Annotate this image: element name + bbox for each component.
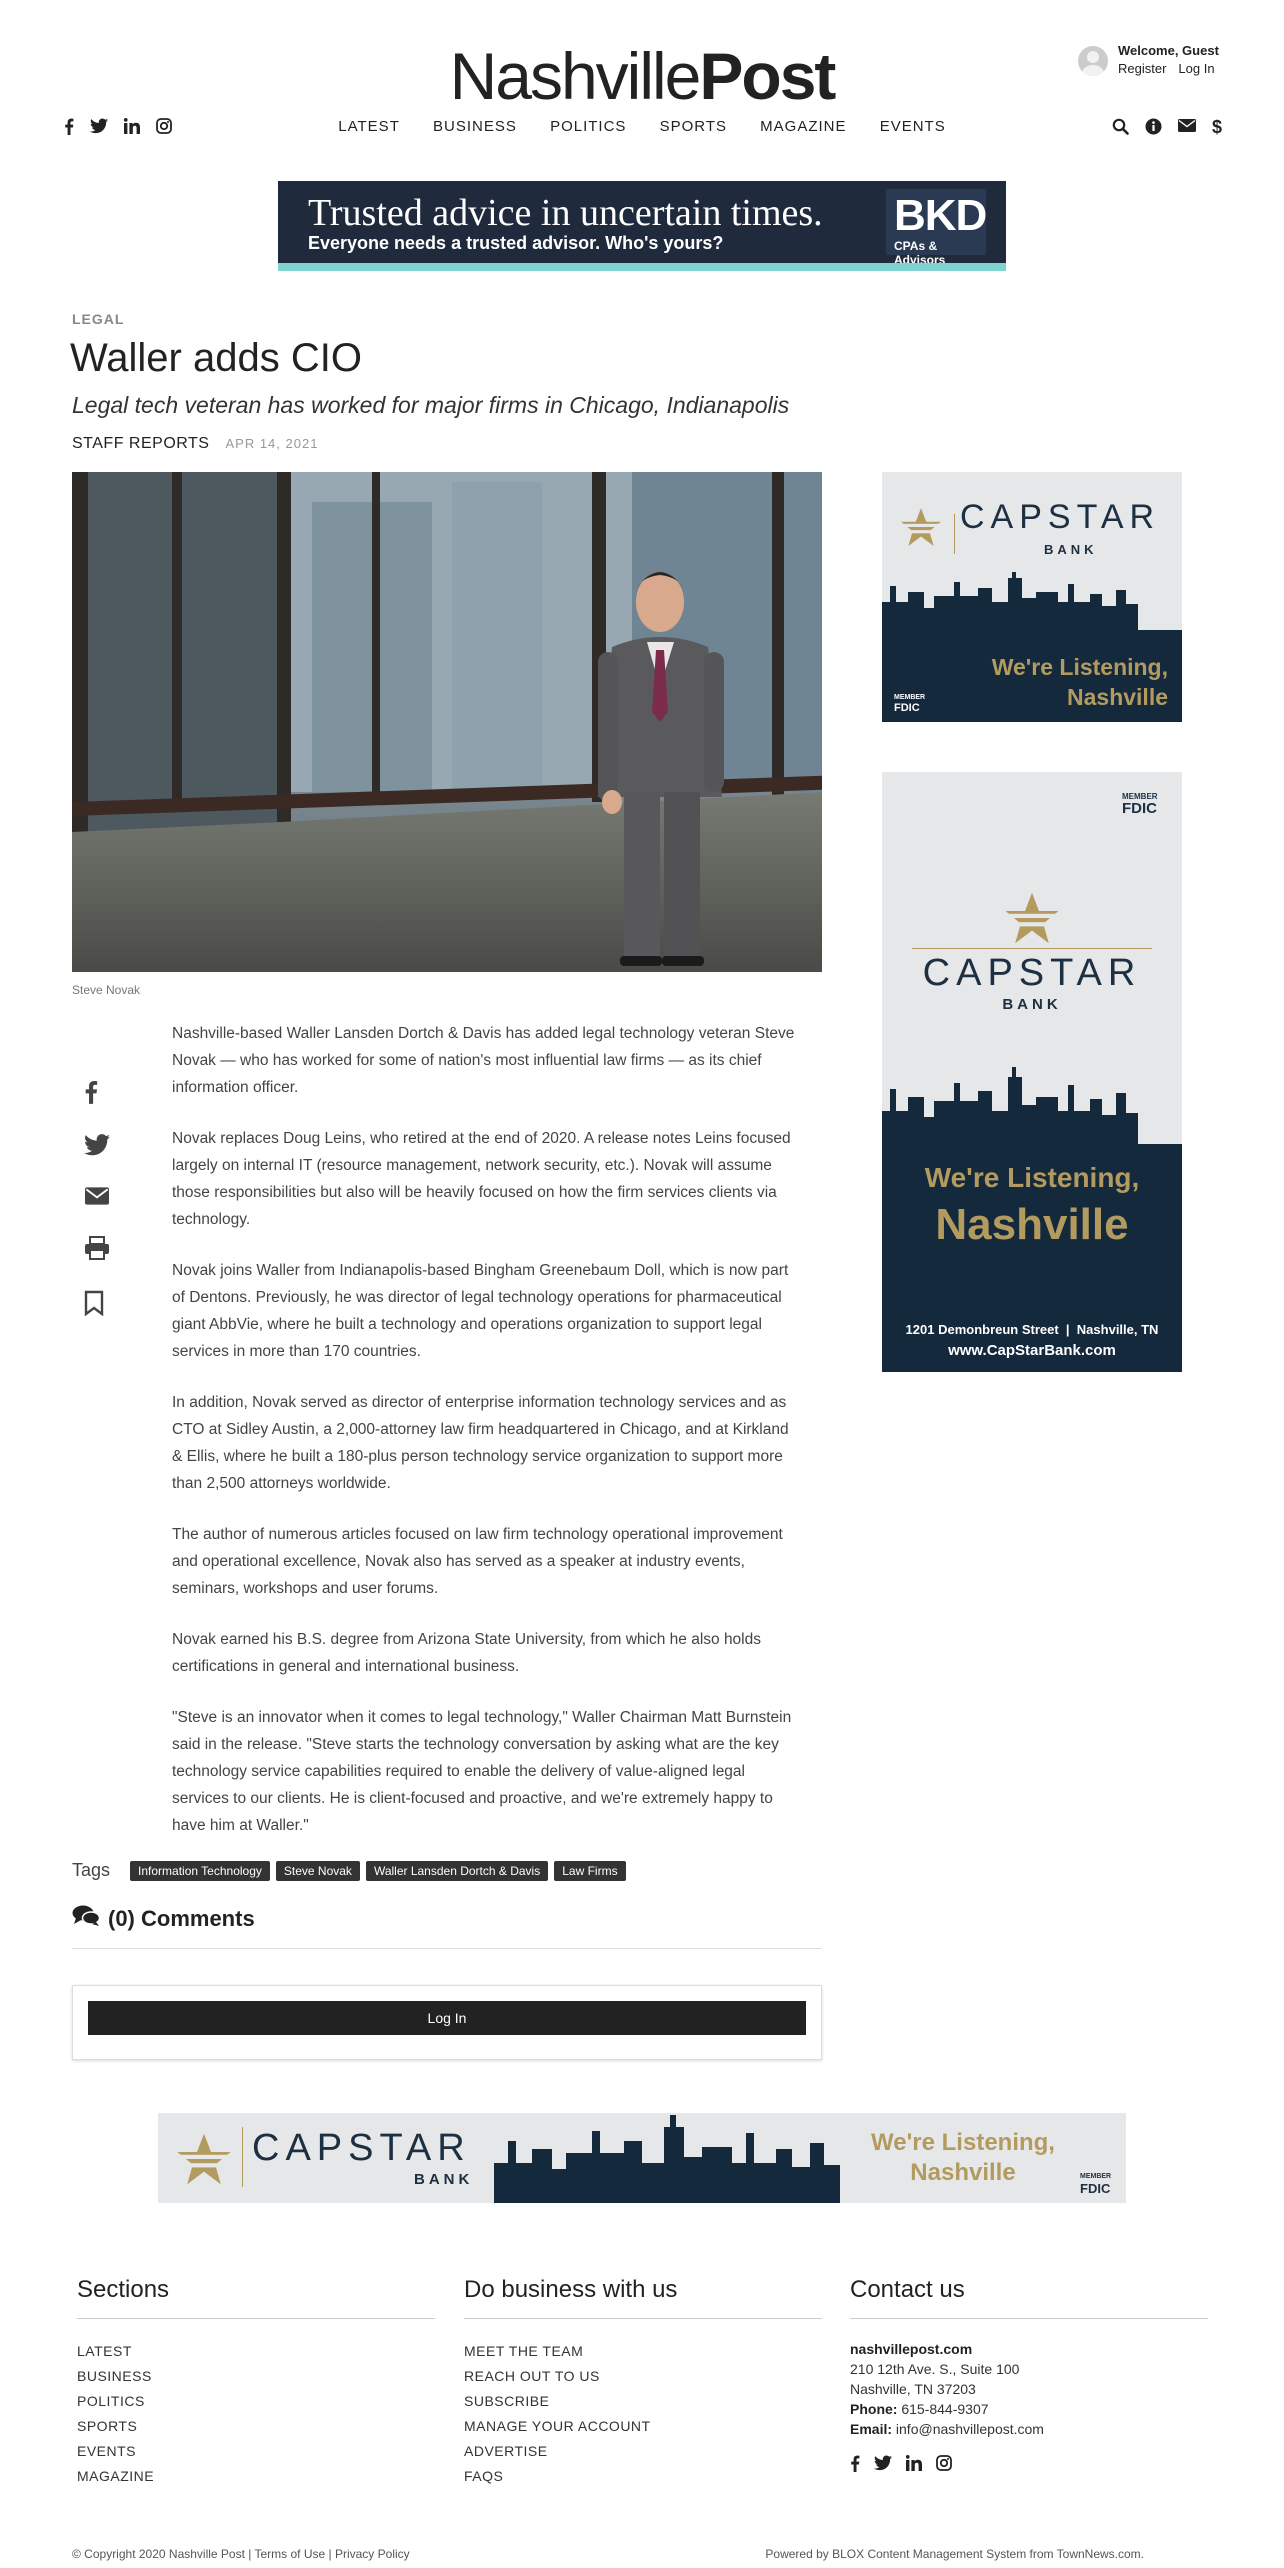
capstar-ad-small[interactable] (882, 472, 1182, 722)
footer-contact-title: Contact us (850, 2276, 965, 2303)
footer-link[interactable]: MEET THE TEAM (464, 2343, 584, 2359)
skyline-graphic (882, 1067, 1182, 1147)
photo-caption: Steve Novak (72, 983, 141, 997)
paragraph: In addition, Novak served as director of enterprise information technology services and as CTO at Sidley Austin, a 2,000-attorney law firm headquartered in Chicago, and at Kirkland & Ellis, where he built a 180-plus person technology service organization to support more than 2,500 attorneys worldwide. (172, 1394, 789, 1492)
footer-link[interactable]: SUBSCRIBE (464, 2393, 550, 2409)
comments-login-box (72, 1985, 822, 2060)
tag[interactable]: Information Technology (130, 1861, 270, 1881)
contact-site[interactable]: nashvillepost.com (850, 2341, 973, 2357)
paragraph: Novak earned his B.S. degree from Arizona State University, from which he also holds certifications in general and international business. (172, 1631, 761, 1675)
bookmark-icon[interactable] (84, 1290, 110, 1316)
nav-magazine[interactable]: MAGAZINE (760, 118, 847, 135)
footer-sections (77, 2276, 435, 2489)
footer-link[interactable]: ADVERTISE (464, 2443, 548, 2459)
fdic-text: FDIC (1080, 2181, 1111, 2196)
paragraph: Novak replaces Doug Leins, who retired at the end of 2020. A release notes Leins focused largely on internal IT (resource management, network security, etc.). Novak will assume those responsibilities but also will be heavily focused on how the firm services clients via technology. (172, 1130, 791, 1228)
share-twitter-icon[interactable] (84, 1134, 110, 1156)
tag[interactable]: Steve Novak (276, 1861, 360, 1881)
mail-icon[interactable] (1178, 118, 1196, 136)
share-email-icon[interactable] (84, 1186, 110, 1206)
divider (850, 2318, 1208, 2319)
byline (72, 435, 318, 453)
bkd-logo (886, 189, 987, 267)
comments-icon (72, 1905, 100, 1933)
footer-business (464, 2276, 822, 2489)
skyline-graphic (494, 2113, 894, 2203)
footer-link[interactable]: REACH OUT TO US (464, 2368, 600, 2384)
footer-link[interactable]: LATEST (77, 2343, 132, 2359)
capstar-line2: Nashville (935, 1200, 1129, 1249)
comments-count: (0) Comments (108, 1906, 255, 1931)
nav-latest[interactable]: LATEST (338, 118, 400, 135)
footer-contact (850, 2276, 1208, 2477)
bkd-ad-headline: Trusted advice in uncertain times. (308, 192, 823, 234)
footer-sections-title: Sections (77, 2276, 170, 2303)
article-title: Waller adds CIO (70, 336, 362, 380)
divider (72, 1948, 822, 1949)
member-text: MEMBER (1122, 792, 1158, 801)
footer-link[interactable]: EVENTS (77, 2443, 137, 2459)
copyright[interactable]: © Copyright 2020 Nashville Post | Terms of Use | Privacy Policy (72, 2547, 410, 2561)
divider (464, 2318, 822, 2319)
dollar-icon[interactable] (1212, 118, 1224, 136)
footer-link[interactable]: BUSINESS (77, 2368, 152, 2384)
capstar-star-icon (176, 2131, 232, 2187)
info-icon[interactable] (1145, 118, 1162, 136)
divider (77, 2318, 435, 2319)
nav-events[interactable]: EVENTS (879, 118, 946, 135)
capstar-ad-leaderboard[interactable] (158, 2113, 1126, 2203)
nav-bar (0, 116, 1284, 142)
capstar-line1: We're Listening, (871, 2129, 1055, 2156)
tag[interactable]: Waller Lansden Dortch & Davis (366, 1861, 548, 1881)
contact-email[interactable]: info@nashvillepost.com (895, 2421, 1044, 2437)
tag[interactable]: Law Firms (554, 1861, 625, 1881)
footer-link[interactable]: SPORTS (77, 2418, 138, 2434)
article-subtitle: Legal tech veteran has worked for major firms in Chicago, Indianapolis (72, 392, 790, 418)
search-icon[interactable] (1112, 118, 1129, 136)
email-label: Email: (850, 2421, 893, 2437)
contact-address-2: Nashville, TN 37203 (850, 2381, 976, 2397)
bkd-logo-text: BKD (894, 191, 987, 240)
capstar-name: CAPSTAR (960, 498, 1161, 536)
footer-business-title: Do business with us (464, 2276, 678, 2303)
photo-illustration (72, 472, 822, 972)
powered-by[interactable]: Powered by BLOX Content Management System from TownNews.com. (765, 2547, 1144, 2561)
capstar-bank: BANK (1044, 542, 1098, 557)
avatar[interactable] (1078, 46, 1108, 76)
register-link[interactable]: Register (1118, 61, 1167, 76)
author-name[interactable]: STAFF REPORTS (72, 435, 210, 452)
print-icon[interactable] (84, 1236, 110, 1260)
capstar-star-icon (1002, 890, 1062, 946)
capstar-address: 1201 Demonbreun Street | Nashville, TN (905, 1322, 1159, 1337)
nav-politics[interactable]: POLITICS (550, 118, 627, 135)
paragraph: "Steve is an innovator when it comes to legal technology," Waller Chairman Matt Burnstein said in the release. "Steve starts the technology conversation by asking what are the key technology service capabilities required to enable the delivery of value-aligned legal services to our clients. He is client-focused and proactive, and we're extremely happy to have him at Waller." (172, 1709, 792, 1834)
footer-link[interactable]: MAGAZINE (77, 2468, 155, 2484)
svg-text:$: $ (1212, 118, 1223, 136)
article-photo[interactable] (72, 472, 822, 972)
twitter-icon[interactable] (874, 2455, 892, 2477)
fdic-text: FDIC (894, 702, 920, 714)
capstar-name: CAPSTAR (252, 2127, 471, 2169)
login-link[interactable]: Log In (1178, 61, 1215, 76)
capstar-line2: Nashville (910, 2159, 1016, 2186)
capstar-line1: We're Listening, (991, 654, 1168, 680)
footer-social-links (850, 2455, 1208, 2477)
capstar-star-icon (900, 506, 942, 548)
capstar-line1: We're Listening, (924, 1162, 1140, 1193)
share-facebook-icon[interactable] (84, 1080, 110, 1104)
instagram-icon[interactable] (936, 2455, 952, 2477)
logo-light: Nashville (449, 39, 700, 113)
contact-phone[interactable]: 615-844-9307 (901, 2401, 989, 2417)
tag-list (72, 1860, 626, 1881)
capstar-line2: Nashville (1067, 684, 1168, 710)
fdic-text: FDIC (1122, 800, 1157, 817)
capstar-name: CAPSTAR (922, 952, 1142, 994)
bkd-ad-tagline: Everyone needs a trusted advisor. Who's yours? (308, 233, 724, 253)
section-label[interactable]: LEGAL (72, 311, 125, 327)
welcome-text: Welcome, Guest (1118, 43, 1219, 58)
capstar-bank: BANK (414, 2171, 474, 2188)
nav-business[interactable]: BUSINESS (433, 118, 517, 135)
linkedin-icon[interactable] (906, 2455, 922, 2477)
footer-link[interactable]: MANAGE YOUR ACCOUNT (464, 2418, 651, 2434)
capstar-bank: BANK (1002, 996, 1062, 1013)
comments-heading (72, 1905, 255, 1933)
header-tools (1112, 118, 1224, 136)
login-button[interactable]: Log In (88, 2001, 806, 2035)
member-text: MEMBER (1080, 2173, 1112, 2180)
publish-date: APR 14, 2021 (225, 436, 319, 451)
logo-bold: Post (699, 39, 835, 113)
capstar-ad-tall[interactable] (882, 772, 1182, 1372)
footer-link[interactable]: FAQS (464, 2468, 504, 2484)
paragraph: The author of numerous articles focused on law firm technology operational improvement and operational excellence, Novak also has served as a speaker at industry events, seminars, workshops and user forums. (172, 1526, 783, 1597)
share-rail (84, 1080, 110, 1316)
paragraph: Novak joins Waller from Indianapolis-based Bingham Greenebaum Doll, which is now part of Dentons. Previously, he was director of legal technology operations for pharmaceutical giant AbbVie, where he built a technology and operations organization to support legal services in more than 170 countries. (172, 1262, 789, 1360)
bkd-logo-sub: CPAs & Advisors (894, 239, 946, 267)
facebook-icon[interactable] (850, 2455, 860, 2477)
bkd-ad-banner[interactable] (278, 181, 1006, 271)
capstar-url[interactable]: www.CapStarBank.com (948, 1342, 1116, 1359)
main-nav (0, 118, 1284, 135)
tags-label: Tags (72, 1860, 111, 1880)
nav-sports[interactable]: SPORTS (659, 118, 727, 135)
member-text: MEMBER (894, 694, 926, 701)
contact-address-1: 210 12th Ave. S., Suite 100 (850, 2361, 1020, 2377)
phone-label: Phone: (850, 2401, 898, 2417)
article-body (172, 1020, 802, 1863)
skyline-graphic (882, 572, 1182, 632)
user-menu (1078, 42, 1227, 78)
paragraph: Nashville-based Waller Lansden Dortch & Davis has added legal technology veteran Steve Novak — who has worked for some of nation's most influential law firms — as its chief information officer. (172, 1025, 795, 1096)
footer-link[interactable]: POLITICS (77, 2393, 145, 2409)
